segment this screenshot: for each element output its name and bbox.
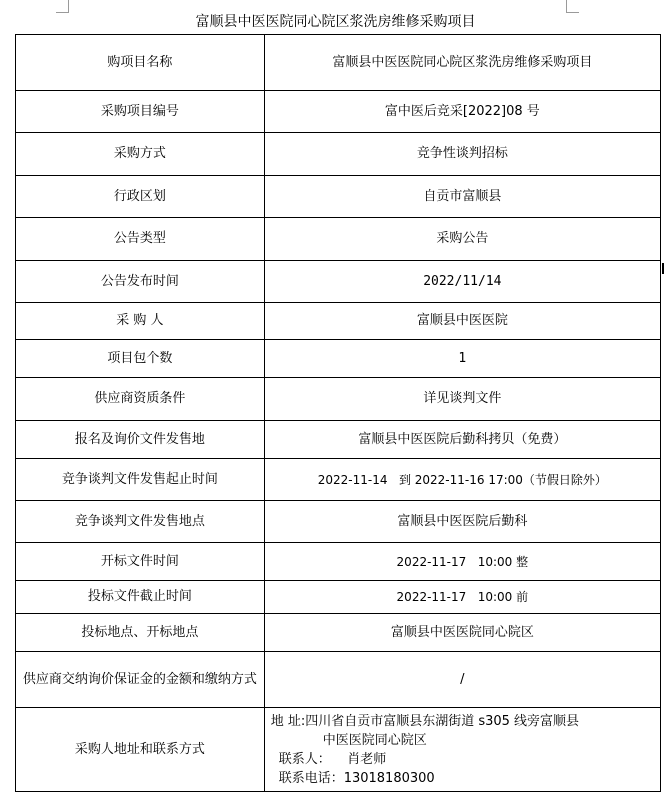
table-row: [16, 35, 661, 91]
row-label: 竞争谈判文件发售起止时间: [16, 459, 265, 501]
contact-label: 采购人地址和联系方式: [16, 708, 265, 792]
contact-details: [264, 708, 660, 792]
contact-phone: 联系电话：13018180300: [278, 770, 435, 786]
row-label: 报名及询价文件发售地: [16, 421, 265, 459]
row-label: 采购方式: [16, 133, 265, 176]
table-row: [16, 176, 661, 218]
row-value: 2022/11/14: [264, 261, 660, 303]
table-row: [16, 378, 661, 421]
table-row: [16, 501, 661, 543]
row-value: 采购公告: [264, 218, 660, 261]
procurement-info-table: [15, 34, 661, 792]
document-title: 富顺县中医医院同心院区浆洗房维修采购项目: [195, 14, 476, 30]
row-label: 购项目名称: [16, 35, 265, 91]
row-value: 2022-11-14 到 2022-11-16 17:00（节假日除外）: [264, 459, 660, 501]
row-label: 供应商资质条件: [16, 378, 265, 421]
row-value: 自贡市富顺县: [264, 176, 660, 218]
row-label: 投标地点、开标地点: [16, 614, 265, 652]
row-value: 富顺县中医医院后勤科: [264, 501, 660, 543]
row-label: 竞争谈判文件发售地点: [16, 501, 265, 543]
table-row: [16, 91, 661, 133]
table-row: [16, 303, 661, 340]
row-label: 采购项目编号: [16, 91, 265, 133]
contact-address-line2: 中医医院同心院区: [322, 732, 427, 748]
row-value: 2022-11-17 10:00 前: [264, 581, 660, 614]
row-value: 竞争性谈判招标: [264, 133, 660, 176]
row-label: 开标文件时间: [16, 543, 265, 581]
table-row: [16, 581, 661, 614]
contact-address-line1: 地 址:四川省自贡市富顺县东湖街道 s305 线旁富顺县: [270, 713, 580, 729]
row-value: 富中医后竞采[2022]08 号: [264, 91, 660, 133]
row-label: 投标文件截止时间: [16, 581, 265, 614]
row-value: /: [264, 652, 660, 708]
contact-person: 联系人： 肖老师: [278, 751, 387, 767]
row-label: 公告发布时间: [16, 261, 265, 303]
page-corner-mark-left: [56, 0, 69, 13]
row-value: 2022-11-17 10:00 整: [264, 543, 660, 581]
row-value: 富顺县中医医院后勤科拷贝（免费）: [264, 421, 660, 459]
row-value: 详见谈判文件: [264, 378, 660, 421]
row-value: 富顺县中医医院: [264, 303, 660, 340]
table-row: [16, 614, 661, 652]
table-row: [16, 133, 661, 176]
row-label: 采 购 人: [16, 303, 265, 340]
row-value: 富顺县中医医院同心院区浆洗房维修采购项目: [264, 35, 660, 91]
contact-row: [16, 708, 661, 792]
table-row: [16, 218, 661, 261]
text-cursor-mark: [662, 263, 664, 274]
row-label: 供应商交纳询价保证金的金额和缴纳方式: [16, 652, 265, 708]
row-value: 富顺县中医医院同心院区: [264, 614, 660, 652]
row-label: 项目包个数: [16, 340, 265, 378]
row-label: 公告类型: [16, 218, 265, 261]
table-row: [16, 340, 661, 378]
table-row: [16, 543, 661, 581]
page-corner-mark-right: [566, 0, 579, 13]
table-row: [16, 459, 661, 501]
row-label: 行政区划: [16, 176, 265, 218]
row-value: 1: [264, 340, 660, 378]
table-row: [16, 261, 661, 303]
table-row: [16, 652, 661, 708]
table-row: [16, 421, 661, 459]
